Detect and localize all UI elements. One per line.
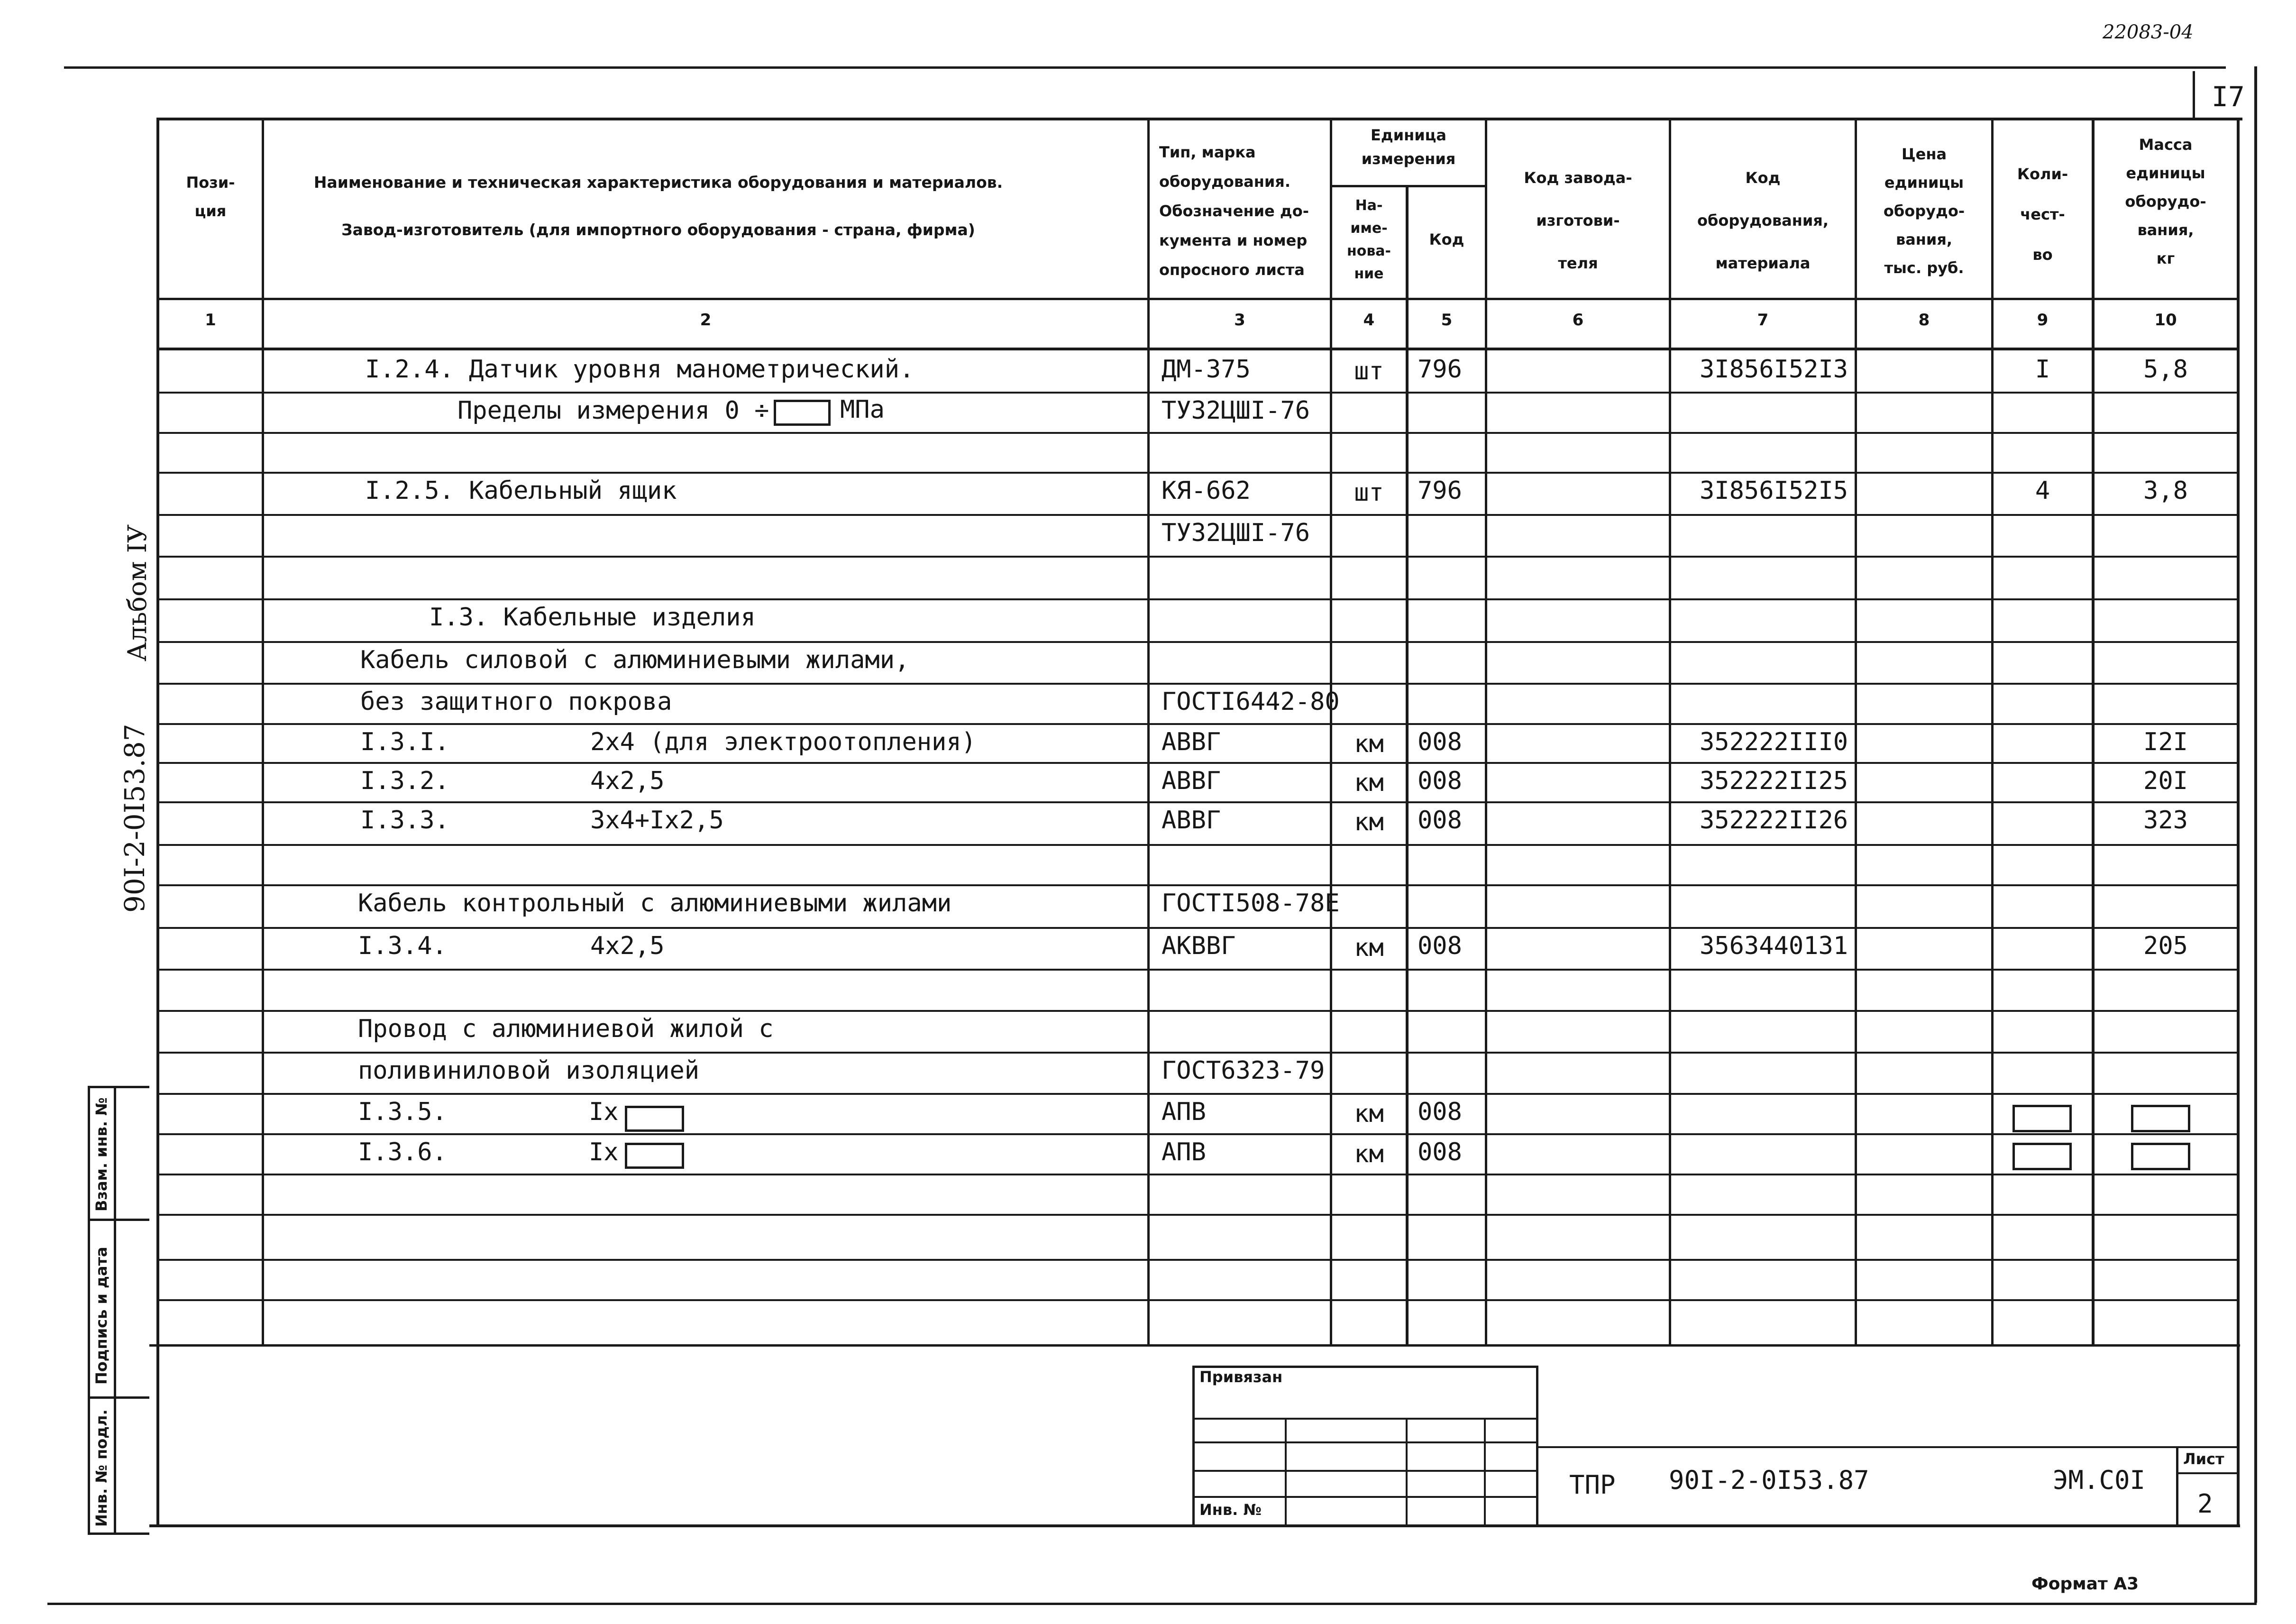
header-quantity: Коли- чест- во: [2017, 165, 2068, 264]
row-name: I.3.3.: [360, 806, 449, 835]
row-name: I.3. Кабельные изделия: [429, 603, 756, 632]
wire-section-blank-box: [625, 1143, 684, 1169]
quantity-blank-box: [2012, 1143, 2072, 1170]
row-mass: 323: [2143, 806, 2188, 835]
row-type: ДМ-375: [1162, 355, 1251, 384]
row-divider: [156, 801, 2238, 803]
row-divider: [156, 683, 2238, 685]
row-equipment-code: 3I856I52I5: [1700, 477, 1848, 505]
row-spec: Iх: [589, 1138, 619, 1166]
row-type: ГОСТ6323-79: [1162, 1056, 1325, 1085]
row-name: I.3.5.: [358, 1098, 447, 1126]
column-number: 4: [1363, 311, 1375, 330]
row-type: АВВГ: [1162, 728, 1221, 756]
stamp-tpr: ТПР: [1569, 1470, 1616, 1500]
row-divider: [156, 1299, 2238, 1301]
stamp-section: ЭМ.С0I: [2053, 1465, 2146, 1495]
row-name: Кабель силовой с алюминиевыми жилами,: [360, 646, 910, 674]
row-unit: км: [1354, 1140, 1384, 1168]
row-type: АКВВГ: [1162, 932, 1236, 960]
row-unit-code: 796: [1418, 355, 1462, 384]
row-unit: км: [1354, 934, 1384, 962]
header-equipment-code: Код оборудования, материала: [1697, 169, 1829, 272]
column-number: 7: [1757, 311, 1769, 330]
header-type: Тип, марка оборудования. Обозначение до- кумента и номер опросного листа: [1159, 143, 1309, 279]
side-box-sep1: [88, 1219, 149, 1221]
row-equipment-code: 35634401З1: [1700, 932, 1848, 960]
header-factory-code: Код завода- изготови- теля: [1524, 169, 1632, 272]
row-unit: шт: [1354, 478, 1384, 507]
column-number: 1: [205, 311, 216, 330]
frame-bottom: [47, 1603, 2257, 1605]
stamp-inv-no: Инв. №: [1199, 1501, 1262, 1519]
row-divider: [156, 432, 2238, 434]
row-divider: [156, 762, 2238, 764]
row-type: АПВ: [1162, 1098, 1206, 1126]
column-number: 3: [1234, 311, 1245, 330]
side-project: 90I-2-0I53.87: [119, 724, 151, 913]
row-type: ГОСТI508-78Е: [1162, 889, 1340, 918]
row-type: ТУ32ЦШI-76: [1162, 519, 1310, 547]
column-number: 5: [1441, 311, 1453, 330]
row-divider: [156, 514, 2238, 516]
row-unit-code: 796: [1418, 477, 1462, 505]
row-unit-code: 008: [1418, 1138, 1462, 1166]
row-name: I.3.I.: [360, 728, 449, 756]
row-unit: км: [1354, 808, 1384, 836]
row-mass: 3,8: [2143, 477, 2188, 505]
range-blank-box: [774, 400, 831, 426]
row-divider: [156, 392, 2238, 394]
stamp-doc-number: 90I-2-0I53.87: [1669, 1465, 1869, 1495]
top-rule: [64, 66, 2226, 69]
row-divider: [156, 723, 2238, 725]
column-number: 2: [700, 311, 712, 330]
row-unit-code: 008: [1418, 1098, 1462, 1126]
side-box-signature-date: Подпись и дата: [92, 1247, 110, 1385]
row-divider: [156, 1010, 2238, 1012]
row-unit: км: [1354, 1100, 1384, 1128]
row-unit-suffix: МПа: [840, 395, 885, 424]
stamp-sheet-label: Лист: [2183, 1450, 2224, 1468]
row-equipment-code: 352222III0: [1700, 728, 1848, 756]
row-name: I.3.6.: [358, 1138, 447, 1166]
row-name: I.3.2.: [360, 767, 449, 795]
row-divider: [156, 969, 2238, 971]
row-quantity: I: [2035, 355, 2050, 384]
row-name: Пределы измерения 0 ÷: [457, 396, 769, 425]
row-equipment-code: 352222II25: [1700, 767, 1848, 795]
row-divider: [156, 598, 2238, 600]
row-type: КЯ-662: [1162, 477, 1251, 505]
row-divider: [156, 927, 2238, 929]
row-spec: 2х4 (для электроотопления): [590, 728, 976, 756]
top-note: 22083-04: [2103, 21, 2194, 43]
header-mass: Масса единицы оборудо- вания, кг: [2125, 136, 2206, 267]
header-position: Пози- ция: [186, 174, 235, 220]
pagenum-box-left: [2193, 71, 2195, 119]
header-unit-code: Код: [1429, 230, 1464, 248]
row-divider: [156, 556, 2238, 558]
side-box-bottom: [88, 1532, 149, 1535]
row-unit: шт: [1354, 357, 1384, 385]
row-mass: I2I: [2143, 728, 2188, 756]
row-divider: [156, 472, 2238, 474]
side-box-inv-original: Инв. № подл.: [92, 1409, 110, 1527]
side-box-sep2: [88, 1396, 149, 1399]
row-name: I.2.5. Кабельный ящик: [365, 477, 677, 505]
row-unit-code: 008: [1418, 806, 1462, 835]
row-type: АПВ: [1162, 1138, 1206, 1166]
row-unit-code: 008: [1418, 728, 1462, 756]
side-album: Альбом IУ: [122, 524, 152, 661]
frame-right: [2254, 66, 2257, 1603]
side-box-left: [88, 1086, 90, 1534]
row-type: АВВГ: [1162, 767, 1221, 795]
row-divider: [156, 1093, 2238, 1095]
stamp-attached: Привязан: [1199, 1368, 1283, 1386]
mass-blank-box: [2131, 1143, 2190, 1170]
column-number: 6: [1572, 311, 1584, 330]
mass-blank-box: [2131, 1105, 2190, 1132]
wire-section-blank-box: [625, 1106, 684, 1132]
row-unit: км: [1354, 769, 1384, 797]
stamp-sheet-number: 2: [2197, 1489, 2213, 1519]
column-number: 8: [1918, 311, 1930, 330]
quantity-blank-box: [2012, 1105, 2072, 1132]
side-box-replace-inv: Взам. инв. №: [92, 1097, 110, 1211]
format-label: Формат А3: [2031, 1574, 2139, 1594]
row-spec: 4х2,5: [590, 932, 665, 960]
row-divider: [156, 1259, 2238, 1261]
row-divider: [156, 844, 2238, 846]
row-divider: [156, 1214, 2238, 1216]
header-price: Цена единицы оборудо- вания, тыс. руб.: [1883, 145, 1965, 277]
page-number: I7: [2212, 81, 2245, 113]
row-divider: [156, 641, 2238, 643]
row-name: Кабель контрольный с алюминиевыми жилами: [358, 889, 952, 918]
row-name: без защитного покрова: [360, 688, 672, 716]
row-spec: 3х4+Iх2,5: [590, 806, 724, 835]
row-equipment-code: 352222II26: [1700, 806, 1848, 835]
row-name: Провод с алюминиевой жилой с: [358, 1015, 774, 1043]
row-quantity: 4: [2035, 477, 2050, 505]
row-type: АВВГ: [1162, 806, 1221, 835]
column-number: 10: [2154, 311, 2177, 330]
header-unit-group: Единица измерения: [1361, 126, 1456, 168]
row-name: I.3.4.: [358, 932, 447, 960]
row-type: ГОСТI6442-80: [1162, 688, 1340, 716]
header-name: Наименование и техническая характеристика оборудования и материалов. Завод-изготовитель (для импортного оборудования - страна, фирма): [313, 173, 1003, 239]
row-mass: 205: [2143, 932, 2188, 960]
row-equipment-code: 3I856I52I3: [1700, 355, 1848, 384]
row-divider: [156, 1052, 2238, 1054]
row-mass: 5,8: [2143, 355, 2188, 384]
row-unit-code: 008: [1418, 767, 1462, 795]
row-spec: Iх: [589, 1098, 619, 1126]
row-mass: 20I: [2143, 767, 2188, 795]
column-number: 9: [2037, 311, 2049, 330]
row-unit: км: [1354, 730, 1384, 758]
row-name: поливиниловой изоляцией: [358, 1056, 700, 1085]
row-divider: [156, 1174, 2238, 1175]
side-box-top: [88, 1086, 149, 1088]
row-name: I.2.4. Датчик уровня манометрический.: [365, 355, 915, 384]
row-type: ТУ32ЦШI-76: [1162, 396, 1310, 425]
row-unit-code: 008: [1418, 932, 1462, 960]
side-box-divider: [114, 1086, 116, 1534]
row-spec: 4х2,5: [590, 767, 665, 795]
header-unit-name: На- име- нова- ние: [1346, 197, 1391, 282]
row-divider: [156, 1133, 2238, 1135]
row-divider: [156, 884, 2238, 886]
